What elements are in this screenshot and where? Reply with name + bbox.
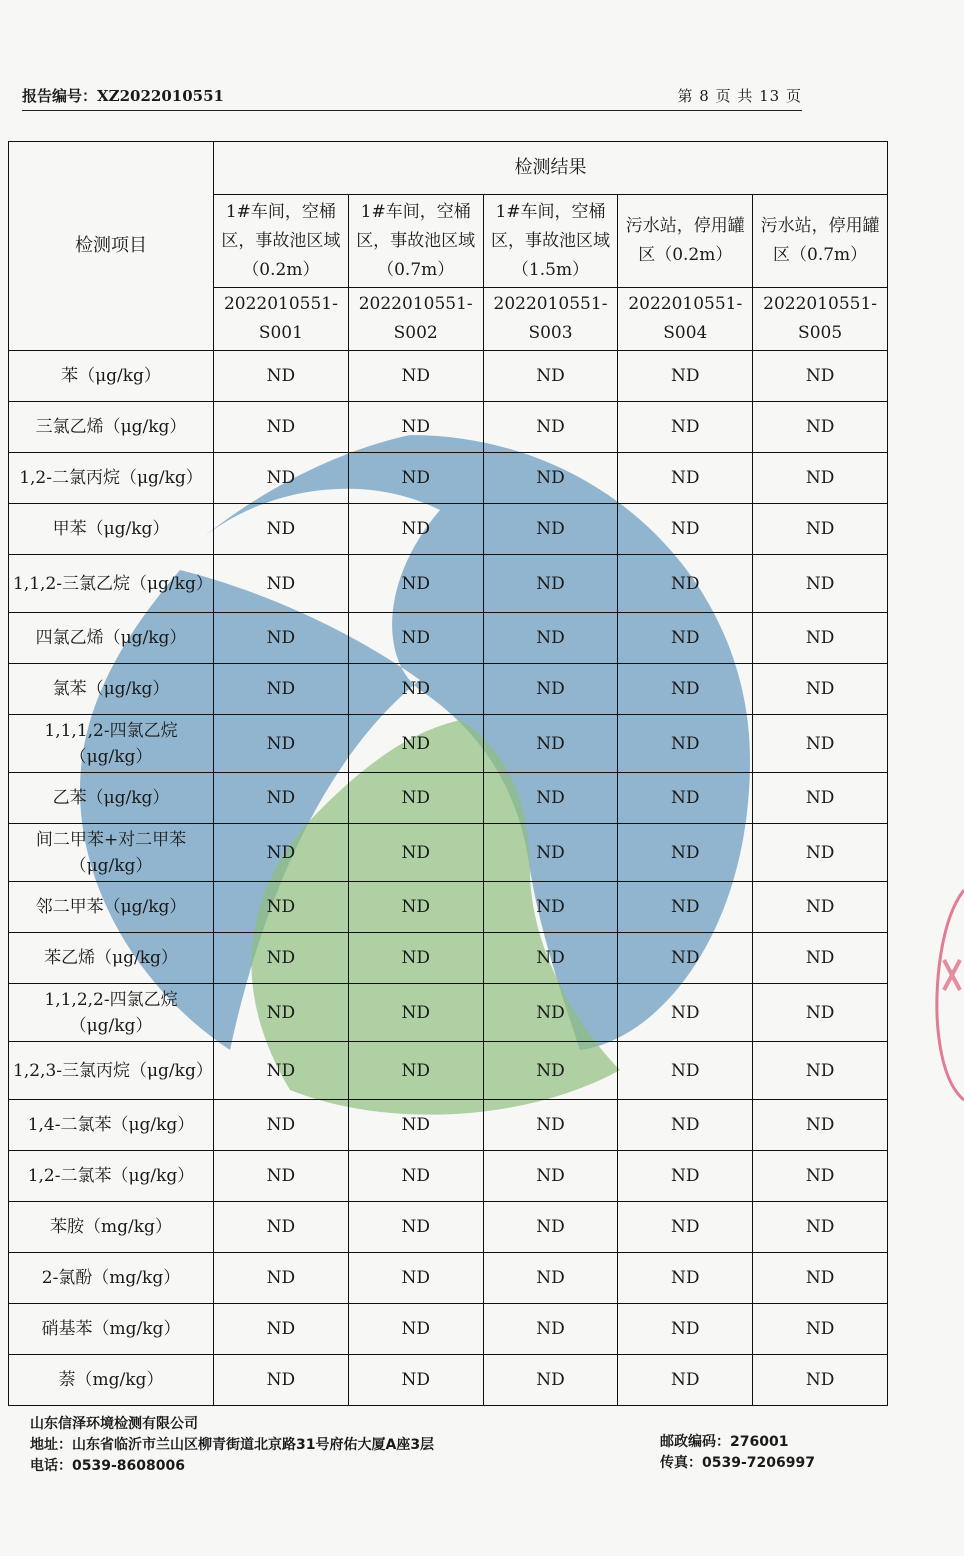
item-name: 乙苯（μg/kg）	[9, 773, 214, 824]
result-cell: ND	[348, 715, 483, 773]
result-cell: ND	[753, 1253, 888, 1304]
location-header: 污水站，停用罐区（0.7m）	[753, 195, 888, 288]
table-row	[9, 773, 888, 824]
item-name: 1,1,1,2-四氯乙烷（μg/kg）	[9, 715, 214, 773]
result-cell: ND	[753, 504, 888, 555]
table-row	[9, 715, 888, 773]
result-cell: ND	[618, 504, 753, 555]
result-cell: ND	[214, 1151, 349, 1202]
result-cell: ND	[214, 504, 349, 555]
postcode: 邮政编码：276001	[660, 1434, 789, 1450]
page-number: 第 8 页 共 13 页	[677, 87, 802, 105]
table-row	[9, 402, 888, 453]
company-phone: 电话：0539-8608006	[30, 1458, 185, 1474]
result-cell: ND	[618, 1151, 753, 1202]
result-cell: ND	[483, 402, 618, 453]
result-cell: ND	[348, 1304, 483, 1355]
result-cell: ND	[753, 664, 888, 715]
result-cell: ND	[753, 882, 888, 933]
item-name: 2-氯酚（mg/kg）	[9, 1253, 214, 1304]
sample-id-header: 2022010551-S005	[753, 288, 888, 351]
result-cell: ND	[753, 453, 888, 504]
item-name: 苯胺（mg/kg）	[9, 1202, 214, 1253]
result-cell: ND	[483, 1202, 618, 1253]
location-header: 污水站，停用罐区（0.2m）	[618, 195, 753, 288]
location-header: 1#车间，空桶区，事故池区域（0.2m）	[214, 195, 349, 288]
result-cell: ND	[753, 351, 888, 402]
result-cell: ND	[753, 1042, 888, 1100]
item-name: 氯苯（μg/kg）	[9, 664, 214, 715]
result-cell: ND	[214, 1253, 349, 1304]
result-cell: ND	[618, 715, 753, 773]
item-name: 间二甲苯+对二甲苯（μg/kg）	[9, 824, 214, 882]
footer-contact-info	[660, 1432, 815, 1474]
page-header	[22, 84, 802, 111]
result-cell: ND	[214, 984, 349, 1042]
result-cell: ND	[483, 824, 618, 882]
results-table	[8, 141, 888, 1406]
result-cell: ND	[348, 664, 483, 715]
result-cell: ND	[618, 882, 753, 933]
result-cell: ND	[753, 613, 888, 664]
result-cell: ND	[348, 1202, 483, 1253]
result-cell: ND	[348, 824, 483, 882]
result-cell: ND	[753, 402, 888, 453]
result-cell: ND	[618, 1042, 753, 1100]
result-cell: ND	[753, 1355, 888, 1406]
item-name: 1,1,2-三氯乙烷（μg/kg）	[9, 555, 214, 613]
result-cell: ND	[348, 773, 483, 824]
result-cell: ND	[348, 402, 483, 453]
location-header: 1#车间，空桶区，事故池区域（1.5m）	[483, 195, 618, 288]
result-cell: ND	[214, 882, 349, 933]
result-cell: ND	[618, 984, 753, 1042]
result-cell: ND	[214, 715, 349, 773]
result-cell: ND	[483, 882, 618, 933]
result-cell: ND	[348, 453, 483, 504]
result-cell: ND	[618, 933, 753, 984]
table-row	[9, 824, 888, 882]
result-cell: ND	[348, 1100, 483, 1151]
item-name: 三氯乙烯（μg/kg）	[9, 402, 214, 453]
result-cell: ND	[618, 824, 753, 882]
result-cell: ND	[753, 715, 888, 773]
table-row	[9, 984, 888, 1042]
location-header: 1#车间，空桶区，事故池区域（0.7m）	[348, 195, 483, 288]
result-cell: ND	[214, 1100, 349, 1151]
table-row	[9, 1042, 888, 1100]
result-cell: ND	[214, 613, 349, 664]
result-cell: ND	[214, 1355, 349, 1406]
result-cell: ND	[753, 984, 888, 1042]
item-name: 1,2-二氯丙烷（μg/kg）	[9, 453, 214, 504]
result-cell: ND	[483, 1042, 618, 1100]
table-row	[9, 555, 888, 613]
table-row	[9, 1151, 888, 1202]
result-cell: ND	[618, 773, 753, 824]
sample-id-header: 2022010551-S003	[483, 288, 618, 351]
table-row	[9, 504, 888, 555]
result-cell: ND	[483, 664, 618, 715]
result-cell: ND	[348, 1355, 483, 1406]
result-cell: ND	[348, 351, 483, 402]
result-cell: ND	[348, 1253, 483, 1304]
result-cell: ND	[348, 1042, 483, 1100]
result-cell: ND	[483, 933, 618, 984]
result-cell: ND	[483, 555, 618, 613]
result-cell: ND	[214, 402, 349, 453]
result-cell: ND	[618, 1253, 753, 1304]
result-cell: ND	[348, 984, 483, 1042]
result-cell: ND	[753, 824, 888, 882]
report-number: 报告编号：XZ2022010551	[22, 87, 224, 105]
result-cell: ND	[618, 453, 753, 504]
result-cell: ND	[214, 555, 349, 613]
result-cell: ND	[618, 402, 753, 453]
table-row	[9, 1100, 888, 1151]
result-cell: ND	[618, 555, 753, 613]
result-cell: ND	[483, 1100, 618, 1151]
result-cell: ND	[214, 453, 349, 504]
table-row	[9, 1253, 888, 1304]
table-row	[9, 1202, 888, 1253]
result-cell: ND	[348, 1151, 483, 1202]
item-name: 邻二甲苯（μg/kg）	[9, 882, 214, 933]
item-name: 苯乙烯（μg/kg）	[9, 933, 214, 984]
table-row	[9, 453, 888, 504]
item-name: 甲苯（μg/kg）	[9, 504, 214, 555]
result-cell: ND	[483, 1304, 618, 1355]
result-cell: ND	[483, 1355, 618, 1406]
table-row	[9, 933, 888, 984]
result-cell: ND	[483, 1253, 618, 1304]
sample-id-header: 2022010551-S002	[348, 288, 483, 351]
item-name: 1,1,2,2-四氯乙烷（μg/kg）	[9, 984, 214, 1042]
table-row	[9, 882, 888, 933]
fax: 传真：0539-7206997	[660, 1455, 815, 1471]
result-cell: ND	[483, 504, 618, 555]
result-cell: ND	[618, 1202, 753, 1253]
result-cell: ND	[348, 613, 483, 664]
table-row	[9, 351, 888, 402]
item-name: 硝基苯（mg/kg）	[9, 1304, 214, 1355]
sample-id-header: 2022010551-S004	[618, 288, 753, 351]
result-cell: ND	[214, 773, 349, 824]
company-name: 山东信泽环境检测有限公司	[30, 1416, 198, 1432]
company-address: 地址：山东省临沂市兰山区柳青街道北京路31号府佑大厦A座3层	[30, 1437, 435, 1453]
result-cell: ND	[348, 555, 483, 613]
result-cell: ND	[753, 933, 888, 984]
result-cell: ND	[753, 773, 888, 824]
table-row	[9, 1355, 888, 1406]
result-cell: ND	[753, 1100, 888, 1151]
result-cell: ND	[483, 453, 618, 504]
result-cell: ND	[753, 555, 888, 613]
result-cell: ND	[618, 613, 753, 664]
result-cell: ND	[214, 664, 349, 715]
item-name: 萘（mg/kg）	[9, 1355, 214, 1406]
result-cell: ND	[618, 1304, 753, 1355]
result-cell: ND	[214, 1202, 349, 1253]
result-cell: ND	[618, 664, 753, 715]
results-group-header: 检测结果	[214, 142, 888, 195]
table-row	[9, 613, 888, 664]
result-cell: ND	[483, 1151, 618, 1202]
footer-company-info	[30, 1414, 434, 1477]
result-cell: ND	[753, 1202, 888, 1253]
result-cell: ND	[483, 613, 618, 664]
sample-id-header: 2022010551-S001	[214, 288, 349, 351]
item-name: 苯（μg/kg）	[9, 351, 214, 402]
result-cell: ND	[214, 351, 349, 402]
result-cell: ND	[753, 1304, 888, 1355]
item-name: 1,2-二氯苯（μg/kg）	[9, 1151, 214, 1202]
result-cell: ND	[348, 882, 483, 933]
result-cell: ND	[348, 504, 483, 555]
result-cell: ND	[483, 351, 618, 402]
item-name: 四氯乙烯（μg/kg）	[9, 613, 214, 664]
item-column-header: 检测项目	[9, 142, 214, 351]
result-cell: ND	[618, 1100, 753, 1151]
result-cell: ND	[483, 773, 618, 824]
table-row	[9, 1304, 888, 1355]
result-cell: ND	[214, 1304, 349, 1355]
item-name: 1,2,3-三氯丙烷（μg/kg）	[9, 1042, 214, 1100]
result-cell: ND	[483, 984, 618, 1042]
table-row	[9, 664, 888, 715]
result-cell: ND	[214, 824, 349, 882]
red-seal-stamp-fragment	[930, 880, 964, 1105]
item-name: 1,4-二氯苯（μg/kg）	[9, 1100, 214, 1151]
result-cell: ND	[618, 351, 753, 402]
result-cell: ND	[214, 1042, 349, 1100]
result-cell: ND	[214, 933, 349, 984]
result-cell: ND	[483, 715, 618, 773]
result-cell: ND	[348, 933, 483, 984]
result-cell: ND	[618, 1355, 753, 1406]
result-cell: ND	[753, 1151, 888, 1202]
